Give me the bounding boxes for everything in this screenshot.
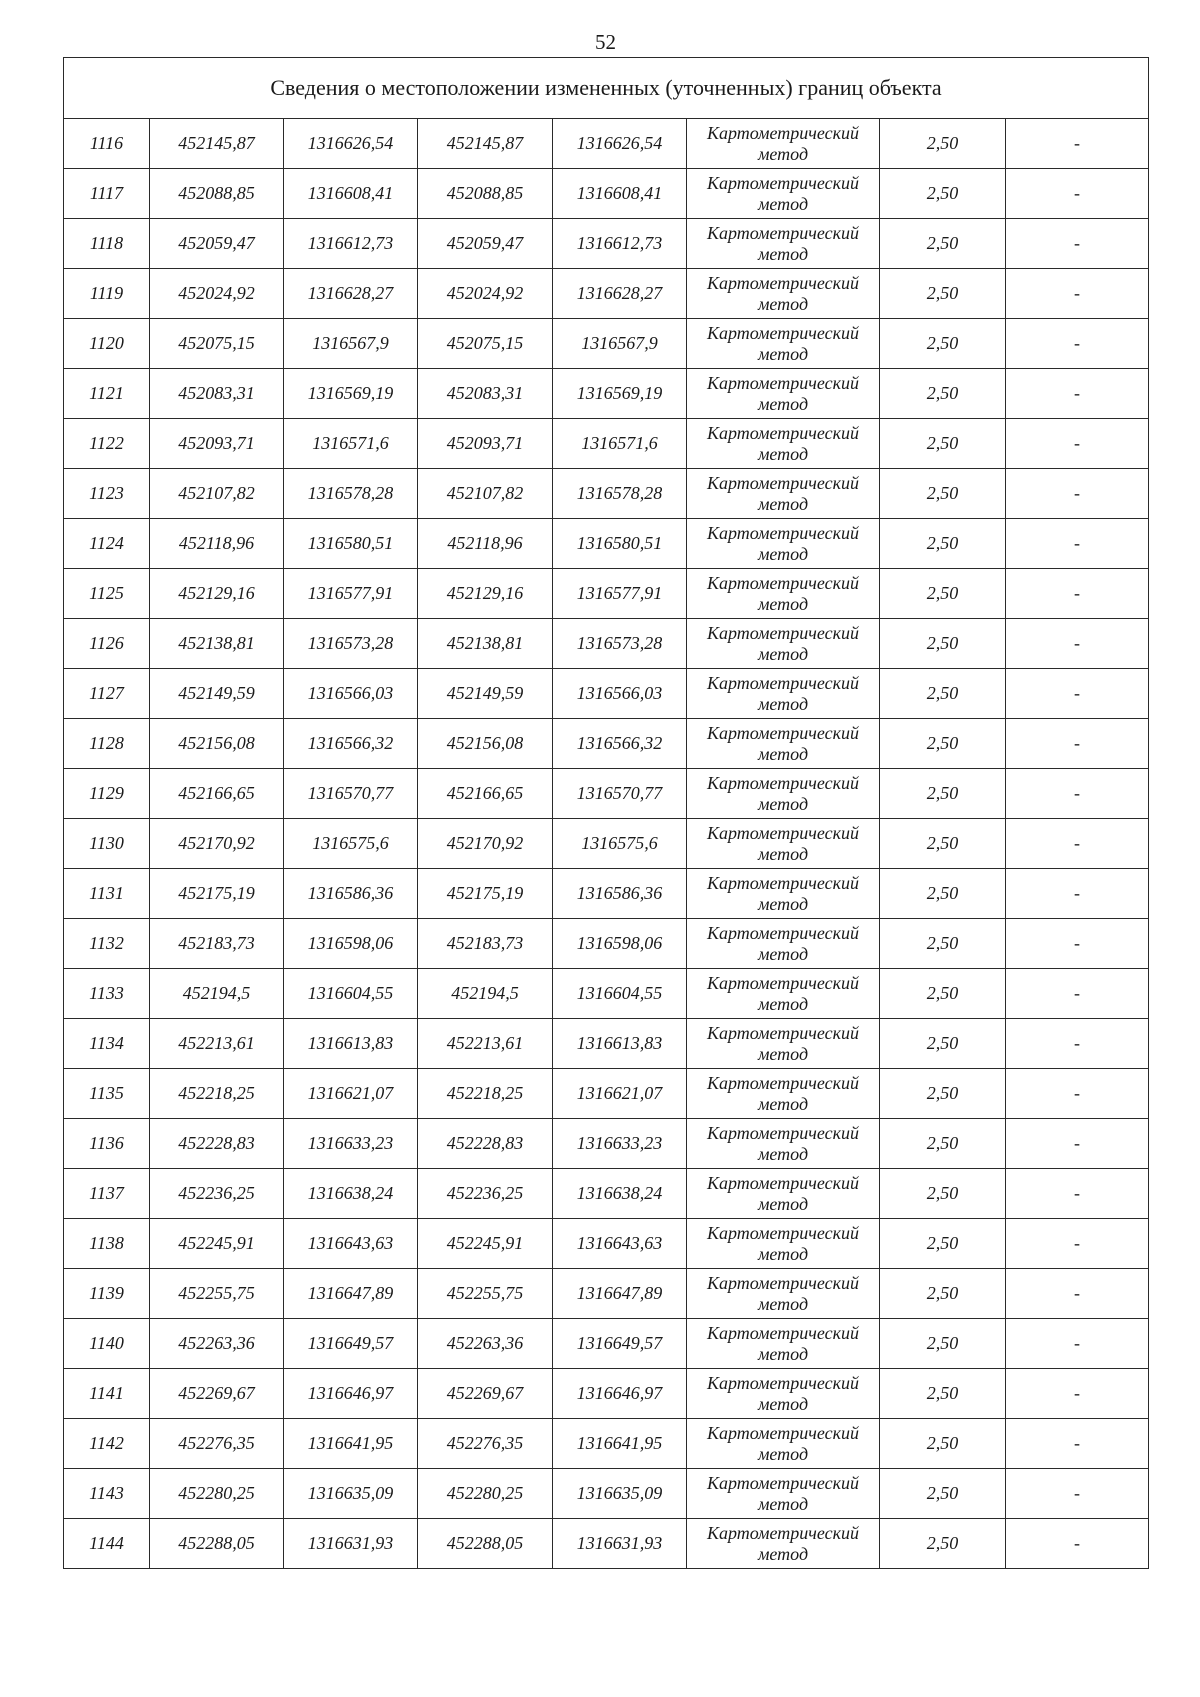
point-number-cell: 1141 bbox=[64, 1369, 150, 1419]
existing-x-cell: 452228,83 bbox=[150, 1119, 284, 1169]
existing-x-cell: 452118,96 bbox=[150, 519, 284, 569]
method-cell: Картометрический метод bbox=[687, 569, 880, 619]
existing-y-cell: 1316628,27 bbox=[284, 269, 418, 319]
refined-x-cell: 452083,31 bbox=[418, 369, 553, 419]
existing-y-cell: 1316604,55 bbox=[284, 969, 418, 1019]
accuracy-cell: 2,50 bbox=[880, 1019, 1006, 1069]
description-cell: - bbox=[1006, 369, 1149, 419]
refined-x-cell: 452118,96 bbox=[418, 519, 553, 569]
existing-x-cell: 452276,35 bbox=[150, 1419, 284, 1469]
method-cell: Картометрический метод bbox=[687, 219, 880, 269]
description-cell: - bbox=[1006, 169, 1149, 219]
table-row bbox=[64, 1019, 1149, 1069]
refined-y-cell: 1316608,41 bbox=[553, 169, 687, 219]
refined-y-cell: 1316621,07 bbox=[553, 1069, 687, 1119]
refined-x-cell: 452093,71 bbox=[418, 419, 553, 469]
refined-y-cell: 1316647,89 bbox=[553, 1269, 687, 1319]
existing-y-cell: 1316608,41 bbox=[284, 169, 418, 219]
existing-y-cell: 1316647,89 bbox=[284, 1269, 418, 1319]
accuracy-cell: 2,50 bbox=[880, 269, 1006, 319]
description-cell: - bbox=[1006, 219, 1149, 269]
refined-x-cell: 452138,81 bbox=[418, 619, 553, 669]
existing-y-cell: 1316575,6 bbox=[284, 819, 418, 869]
existing-x-cell: 452149,59 bbox=[150, 669, 284, 719]
existing-x-cell: 452083,31 bbox=[150, 369, 284, 419]
table-row bbox=[64, 1319, 1149, 1369]
refined-y-cell: 1316578,28 bbox=[553, 469, 687, 519]
point-number-cell: 1119 bbox=[64, 269, 150, 319]
refined-y-cell: 1316635,09 bbox=[553, 1469, 687, 1519]
refined-x-cell: 452236,25 bbox=[418, 1169, 553, 1219]
point-number-cell: 1143 bbox=[64, 1469, 150, 1519]
refined-x-cell: 452280,25 bbox=[418, 1469, 553, 1519]
accuracy-cell: 2,50 bbox=[880, 169, 1006, 219]
point-number-cell: 1126 bbox=[64, 619, 150, 669]
point-number-cell: 1131 bbox=[64, 869, 150, 919]
refined-y-cell: 1316641,95 bbox=[553, 1419, 687, 1469]
description-cell: - bbox=[1006, 1219, 1149, 1269]
method-cell: Картометрический метод bbox=[687, 669, 880, 719]
refined-y-cell: 1316631,93 bbox=[553, 1519, 687, 1569]
point-number-cell: 1118 bbox=[64, 219, 150, 269]
existing-y-cell: 1316578,28 bbox=[284, 469, 418, 519]
table-row bbox=[64, 119, 1149, 169]
description-cell: - bbox=[1006, 119, 1149, 169]
point-number-cell: 1135 bbox=[64, 1069, 150, 1119]
point-number-cell: 1133 bbox=[64, 969, 150, 1019]
method-cell: Картометрический метод bbox=[687, 1319, 880, 1369]
existing-x-cell: 452093,71 bbox=[150, 419, 284, 469]
existing-x-cell: 452107,82 bbox=[150, 469, 284, 519]
point-number-cell: 1132 bbox=[64, 919, 150, 969]
point-number-cell: 1120 bbox=[64, 319, 150, 369]
existing-y-cell: 1316598,06 bbox=[284, 919, 418, 969]
method-cell: Картометрический метод bbox=[687, 1019, 880, 1069]
refined-y-cell: 1316613,83 bbox=[553, 1019, 687, 1069]
method-cell: Картометрический метод bbox=[687, 1219, 880, 1269]
refined-y-cell: 1316638,24 bbox=[553, 1169, 687, 1219]
refined-y-cell: 1316643,63 bbox=[553, 1219, 687, 1269]
table-row bbox=[64, 1519, 1149, 1569]
table-row bbox=[64, 769, 1149, 819]
refined-y-cell: 1316633,23 bbox=[553, 1119, 687, 1169]
accuracy-cell: 2,50 bbox=[880, 969, 1006, 1019]
existing-y-cell: 1316646,97 bbox=[284, 1369, 418, 1419]
point-number-cell: 1123 bbox=[64, 469, 150, 519]
existing-x-cell: 452218,25 bbox=[150, 1069, 284, 1119]
method-cell: Картометрический метод bbox=[687, 1469, 880, 1519]
accuracy-cell: 2,50 bbox=[880, 869, 1006, 919]
existing-y-cell: 1316580,51 bbox=[284, 519, 418, 569]
refined-y-cell: 1316626,54 bbox=[553, 119, 687, 169]
table-row bbox=[64, 269, 1149, 319]
refined-x-cell: 452129,16 bbox=[418, 569, 553, 619]
accuracy-cell: 2,50 bbox=[880, 219, 1006, 269]
existing-y-cell: 1316612,73 bbox=[284, 219, 418, 269]
description-cell: - bbox=[1006, 1019, 1149, 1069]
refined-x-cell: 452059,47 bbox=[418, 219, 553, 269]
existing-x-cell: 452138,81 bbox=[150, 619, 284, 669]
method-cell: Картометрический метод bbox=[687, 519, 880, 569]
refined-y-cell: 1316567,9 bbox=[553, 319, 687, 369]
existing-x-cell: 452059,47 bbox=[150, 219, 284, 269]
accuracy-cell: 2,50 bbox=[880, 1119, 1006, 1169]
refined-y-cell: 1316612,73 bbox=[553, 219, 687, 269]
method-cell: Картометрический метод bbox=[687, 119, 880, 169]
existing-y-cell: 1316586,36 bbox=[284, 869, 418, 919]
existing-y-cell: 1316649,57 bbox=[284, 1319, 418, 1369]
method-cell: Картометрический метод bbox=[687, 1269, 880, 1319]
table-row bbox=[64, 169, 1149, 219]
refined-x-cell: 452175,19 bbox=[418, 869, 553, 919]
refined-x-cell: 452218,25 bbox=[418, 1069, 553, 1119]
existing-y-cell: 1316638,24 bbox=[284, 1169, 418, 1219]
existing-x-cell: 452280,25 bbox=[150, 1469, 284, 1519]
existing-x-cell: 452194,5 bbox=[150, 969, 284, 1019]
description-cell: - bbox=[1006, 269, 1149, 319]
existing-y-cell: 1316570,77 bbox=[284, 769, 418, 819]
existing-x-cell: 452183,73 bbox=[150, 919, 284, 969]
refined-y-cell: 1316586,36 bbox=[553, 869, 687, 919]
accuracy-cell: 2,50 bbox=[880, 1319, 1006, 1369]
refined-x-cell: 452245,91 bbox=[418, 1219, 553, 1269]
method-cell: Картометрический метод bbox=[687, 1369, 880, 1419]
description-cell: - bbox=[1006, 1469, 1149, 1519]
existing-y-cell: 1316613,83 bbox=[284, 1019, 418, 1069]
method-cell: Картометрический метод bbox=[687, 469, 880, 519]
existing-x-cell: 452255,75 bbox=[150, 1269, 284, 1319]
accuracy-cell: 2,50 bbox=[880, 669, 1006, 719]
description-cell: - bbox=[1006, 1419, 1149, 1469]
point-number-cell: 1137 bbox=[64, 1169, 150, 1219]
method-cell: Картометрический метод bbox=[687, 1519, 880, 1569]
description-cell: - bbox=[1006, 669, 1149, 719]
accuracy-cell: 2,50 bbox=[880, 319, 1006, 369]
point-number-cell: 1142 bbox=[64, 1419, 150, 1469]
existing-y-cell: 1316571,6 bbox=[284, 419, 418, 469]
table-row bbox=[64, 469, 1149, 519]
accuracy-cell: 2,50 bbox=[880, 1369, 1006, 1419]
point-number-cell: 1121 bbox=[64, 369, 150, 419]
table-row bbox=[64, 719, 1149, 769]
method-cell: Картометрический метод bbox=[687, 619, 880, 669]
refined-y-cell: 1316598,06 bbox=[553, 919, 687, 969]
description-cell: - bbox=[1006, 1519, 1149, 1569]
method-cell: Картометрический метод bbox=[687, 1169, 880, 1219]
description-cell: - bbox=[1006, 1319, 1149, 1369]
table-row bbox=[64, 869, 1149, 919]
accuracy-cell: 2,50 bbox=[880, 569, 1006, 619]
refined-x-cell: 452213,61 bbox=[418, 1019, 553, 1069]
accuracy-cell: 2,50 bbox=[880, 519, 1006, 569]
refined-x-cell: 452145,87 bbox=[418, 119, 553, 169]
existing-y-cell: 1316643,63 bbox=[284, 1219, 418, 1269]
method-cell: Картометрический метод bbox=[687, 769, 880, 819]
existing-x-cell: 452245,91 bbox=[150, 1219, 284, 1269]
refined-y-cell: 1316570,77 bbox=[553, 769, 687, 819]
refined-x-cell: 452088,85 bbox=[418, 169, 553, 219]
refined-x-cell: 452149,59 bbox=[418, 669, 553, 719]
existing-x-cell: 452156,08 bbox=[150, 719, 284, 769]
refined-x-cell: 452166,65 bbox=[418, 769, 553, 819]
description-cell: - bbox=[1006, 719, 1149, 769]
table-row bbox=[64, 619, 1149, 669]
existing-x-cell: 452075,15 bbox=[150, 319, 284, 369]
existing-y-cell: 1316621,07 bbox=[284, 1069, 418, 1119]
existing-x-cell: 452145,87 bbox=[150, 119, 284, 169]
refined-x-cell: 452269,67 bbox=[418, 1369, 553, 1419]
point-number-cell: 1136 bbox=[64, 1119, 150, 1169]
method-cell: Картометрический метод bbox=[687, 919, 880, 969]
table-row bbox=[64, 669, 1149, 719]
point-number-cell: 1129 bbox=[64, 769, 150, 819]
table-row bbox=[64, 219, 1149, 269]
description-cell: - bbox=[1006, 869, 1149, 919]
description-cell: - bbox=[1006, 1369, 1149, 1419]
point-number-cell: 1140 bbox=[64, 1319, 150, 1369]
existing-y-cell: 1316569,19 bbox=[284, 369, 418, 419]
accuracy-cell: 2,50 bbox=[880, 469, 1006, 519]
refined-x-cell: 452263,36 bbox=[418, 1319, 553, 1369]
description-cell: - bbox=[1006, 319, 1149, 369]
method-cell: Картометрический метод bbox=[687, 269, 880, 319]
point-number-cell: 1124 bbox=[64, 519, 150, 569]
description-cell: - bbox=[1006, 1269, 1149, 1319]
method-cell: Картометрический метод bbox=[687, 869, 880, 919]
description-cell: - bbox=[1006, 1169, 1149, 1219]
existing-y-cell: 1316635,09 bbox=[284, 1469, 418, 1519]
refined-y-cell: 1316649,57 bbox=[553, 1319, 687, 1369]
point-number-cell: 1117 bbox=[64, 169, 150, 219]
refined-y-cell: 1316577,91 bbox=[553, 569, 687, 619]
table-row bbox=[64, 1119, 1149, 1169]
table-row bbox=[64, 1419, 1149, 1469]
refined-x-cell: 452024,92 bbox=[418, 269, 553, 319]
table-row bbox=[64, 319, 1149, 369]
method-cell: Картометрический метод bbox=[687, 1419, 880, 1469]
refined-x-cell: 452170,92 bbox=[418, 819, 553, 869]
refined-y-cell: 1316604,55 bbox=[553, 969, 687, 1019]
refined-x-cell: 452255,75 bbox=[418, 1269, 553, 1319]
accuracy-cell: 2,50 bbox=[880, 769, 1006, 819]
point-number-cell: 1122 bbox=[64, 419, 150, 469]
table-row bbox=[64, 519, 1149, 569]
page-number: 52 bbox=[595, 30, 616, 54]
table-row bbox=[64, 1269, 1149, 1319]
description-cell: - bbox=[1006, 569, 1149, 619]
existing-x-cell: 452263,36 bbox=[150, 1319, 284, 1369]
existing-x-cell: 452088,85 bbox=[150, 169, 284, 219]
accuracy-cell: 2,50 bbox=[880, 1069, 1006, 1119]
table-row bbox=[64, 969, 1149, 1019]
table-row bbox=[64, 1369, 1149, 1419]
existing-y-cell: 1316566,03 bbox=[284, 669, 418, 719]
existing-y-cell: 1316573,28 bbox=[284, 619, 418, 669]
existing-x-cell: 452269,67 bbox=[150, 1369, 284, 1419]
accuracy-cell: 2,50 bbox=[880, 819, 1006, 869]
point-number-cell: 1128 bbox=[64, 719, 150, 769]
method-cell: Картометрический метод bbox=[687, 819, 880, 869]
method-cell: Картометрический метод bbox=[687, 1069, 880, 1119]
method-cell: Картометрический метод bbox=[687, 369, 880, 419]
description-cell: - bbox=[1006, 469, 1149, 519]
existing-x-cell: 452175,19 bbox=[150, 869, 284, 919]
description-cell: - bbox=[1006, 769, 1149, 819]
method-cell: Картометрический метод bbox=[687, 719, 880, 769]
existing-y-cell: 1316577,91 bbox=[284, 569, 418, 619]
point-number-cell: 1127 bbox=[64, 669, 150, 719]
accuracy-cell: 2,50 bbox=[880, 1519, 1006, 1569]
accuracy-cell: 2,50 bbox=[880, 919, 1006, 969]
refined-x-cell: 452183,73 bbox=[418, 919, 553, 969]
method-cell: Картометрический метод bbox=[687, 419, 880, 469]
accuracy-cell: 2,50 bbox=[880, 719, 1006, 769]
existing-y-cell: 1316633,23 bbox=[284, 1119, 418, 1169]
table-row bbox=[64, 1469, 1149, 1519]
refined-x-cell: 452228,83 bbox=[418, 1119, 553, 1169]
description-cell: - bbox=[1006, 419, 1149, 469]
table-title-row bbox=[64, 58, 1149, 119]
refined-y-cell: 1316573,28 bbox=[553, 619, 687, 669]
refined-y-cell: 1316571,6 bbox=[553, 419, 687, 469]
description-cell: - bbox=[1006, 619, 1149, 669]
refined-x-cell: 452276,35 bbox=[418, 1419, 553, 1469]
accuracy-cell: 2,50 bbox=[880, 369, 1006, 419]
table-row bbox=[64, 919, 1149, 969]
refined-x-cell: 452288,05 bbox=[418, 1519, 553, 1569]
existing-x-cell: 452129,16 bbox=[150, 569, 284, 619]
method-cell: Картометрический метод bbox=[687, 969, 880, 1019]
table-row bbox=[64, 1219, 1149, 1269]
existing-y-cell: 1316626,54 bbox=[284, 119, 418, 169]
accuracy-cell: 2,50 bbox=[880, 1469, 1006, 1519]
method-cell: Картометрический метод bbox=[687, 169, 880, 219]
point-number-cell: 1116 bbox=[64, 119, 150, 169]
table-row bbox=[64, 819, 1149, 869]
table-title: Сведения о местоположении измененных (уточненных) границ объекта bbox=[64, 58, 1149, 119]
coordinates-table bbox=[63, 57, 1149, 1569]
table-row bbox=[64, 1169, 1149, 1219]
method-cell: Картометрический метод bbox=[687, 1119, 880, 1169]
description-cell: - bbox=[1006, 519, 1149, 569]
existing-y-cell: 1316567,9 bbox=[284, 319, 418, 369]
point-number-cell: 1144 bbox=[64, 1519, 150, 1569]
refined-x-cell: 452075,15 bbox=[418, 319, 553, 369]
refined-y-cell: 1316569,19 bbox=[553, 369, 687, 419]
existing-y-cell: 1316631,93 bbox=[284, 1519, 418, 1569]
accuracy-cell: 2,50 bbox=[880, 119, 1006, 169]
refined-x-cell: 452194,5 bbox=[418, 969, 553, 1019]
accuracy-cell: 2,50 bbox=[880, 419, 1006, 469]
refined-x-cell: 452156,08 bbox=[418, 719, 553, 769]
existing-x-cell: 452024,92 bbox=[150, 269, 284, 319]
accuracy-cell: 2,50 bbox=[880, 619, 1006, 669]
point-number-cell: 1138 bbox=[64, 1219, 150, 1269]
refined-y-cell: 1316628,27 bbox=[553, 269, 687, 319]
refined-y-cell: 1316646,97 bbox=[553, 1369, 687, 1419]
existing-x-cell: 452236,25 bbox=[150, 1169, 284, 1219]
description-cell: - bbox=[1006, 819, 1149, 869]
accuracy-cell: 2,50 bbox=[880, 1269, 1006, 1319]
existing-y-cell: 1316566,32 bbox=[284, 719, 418, 769]
description-cell: - bbox=[1006, 969, 1149, 1019]
description-cell: - bbox=[1006, 919, 1149, 969]
table-row bbox=[64, 569, 1149, 619]
accuracy-cell: 2,50 bbox=[880, 1219, 1006, 1269]
table-row bbox=[64, 1069, 1149, 1119]
table-row bbox=[64, 419, 1149, 469]
table-row bbox=[64, 369, 1149, 419]
existing-x-cell: 452166,65 bbox=[150, 769, 284, 819]
point-number-cell: 1125 bbox=[64, 569, 150, 619]
refined-y-cell: 1316566,03 bbox=[553, 669, 687, 719]
refined-y-cell: 1316580,51 bbox=[553, 519, 687, 569]
description-cell: - bbox=[1006, 1119, 1149, 1169]
description-cell: - bbox=[1006, 1069, 1149, 1119]
point-number-cell: 1134 bbox=[64, 1019, 150, 1069]
existing-x-cell: 452213,61 bbox=[150, 1019, 284, 1069]
refined-y-cell: 1316566,32 bbox=[553, 719, 687, 769]
existing-y-cell: 1316641,95 bbox=[284, 1419, 418, 1469]
accuracy-cell: 2,50 bbox=[880, 1169, 1006, 1219]
point-number-cell: 1130 bbox=[64, 819, 150, 869]
refined-x-cell: 452107,82 bbox=[418, 469, 553, 519]
refined-y-cell: 1316575,6 bbox=[553, 819, 687, 869]
existing-x-cell: 452170,92 bbox=[150, 819, 284, 869]
point-number-cell: 1139 bbox=[64, 1269, 150, 1319]
accuracy-cell: 2,50 bbox=[880, 1419, 1006, 1469]
method-cell: Картометрический метод bbox=[687, 319, 880, 369]
existing-x-cell: 452288,05 bbox=[150, 1519, 284, 1569]
